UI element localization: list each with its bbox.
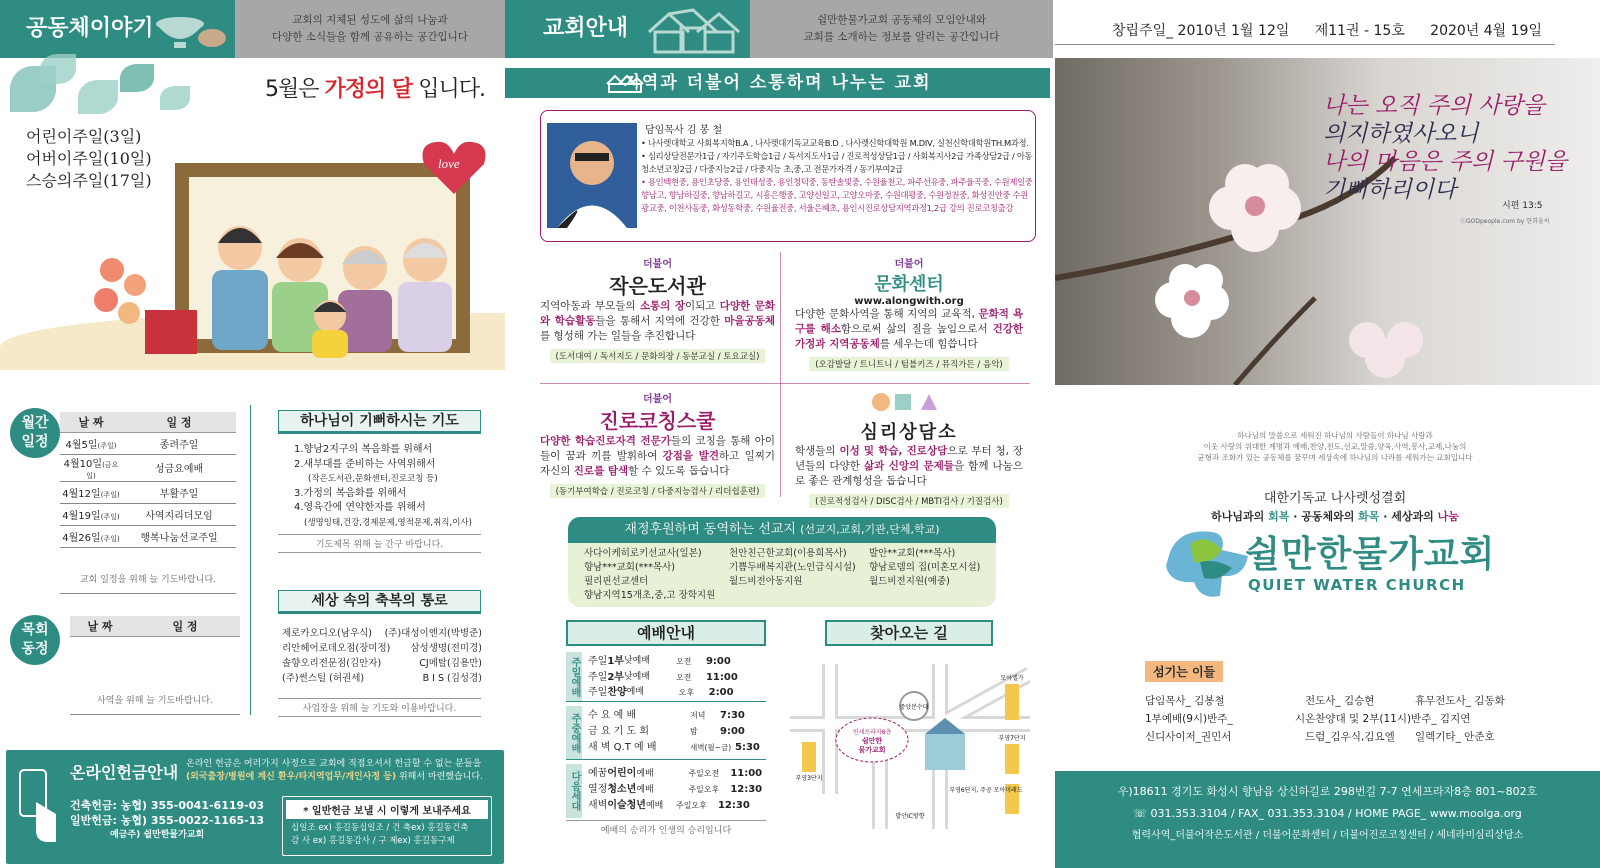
culture-brand: 더불어 [894, 259, 924, 270]
prayer-list [294, 443, 472, 530]
issue-date: 2020년 4월 19일 [1430, 23, 1542, 39]
coach-text: 다양한 학습진로자격 전문가들의 코칭을 통해 아이들이 꿈과 끼를 발휘하여 강점을 발견하고 일찌기 자신의 진로를 탐색할 수 있도록 돕습니다 [540, 435, 776, 477]
partner-ministries: 협력사역_더불어작은도서관 / 더불어문화센터 / 더불어진로코칭센터 / 세네라미심리상담소 [1131, 830, 1524, 841]
family-figures [180, 198, 470, 358]
pastor-bullets [641, 137, 1035, 215]
monthly-badge-line1: 월간 [21, 415, 49, 431]
bullet-schools: • 용인백현중, 용인초당중, 용인태성중, 용인청덕중, 동탄솔빛중, 수원율천고, 파주선유중, 파주율곡중, 수원제일중 향남고, 향남하길중, 향남하길고, 시흥은행중, 고양신일고, 고양오마중, 수원대평중, 수원정천중, 화성진안중 수원광교중, 이천사동중, 화성동학중, 수원율전중, 서울은혜초, 용인시진로상담지역과정1,2급 강의 진로코칭출강 [641, 177, 1033, 213]
prayer-item: 4.영육간에 연약한자를 위해서 [294, 502, 426, 513]
list-item: 필리핀선교센터 월드비전아동지원 월드비전지원(예중) [584, 576, 950, 587]
week-parents: 어버이주일(10일) [26, 149, 152, 168]
table-row: 4월10일(금요일) 성금요예배 [60, 454, 236, 481]
bowl-icon [150, 8, 230, 52]
map-church-line2: 쉴만한 [861, 737, 883, 745]
table-row: 4월12일(주일) 부활주일 [60, 481, 236, 503]
week-teachers: 스승의주일(17일) [26, 171, 152, 190]
issue-info [1112, 20, 1542, 40]
list-item: 제로카오디오(남우식) (주)대성이엔지(박병준) [282, 628, 482, 639]
panel1-desc-line1: 교회의 지체된 성도에 삶의 나눔과 [292, 14, 448, 26]
map-apt-c: 부영3단지 [795, 775, 823, 782]
panel2-title: 교회안내 [543, 16, 629, 41]
prayer-item: (생명잉태,건강,경제문제,영적문제,취직,이사) [304, 517, 472, 528]
pastor-profile [540, 110, 1036, 242]
church-houses-icon [643, 6, 743, 54]
worship-title: 예배안내 [566, 620, 766, 646]
family-illustration [0, 58, 505, 370]
monthly-table [60, 412, 236, 594]
staff-title: 섬기는 이들 [1145, 661, 1223, 682]
gift-box [145, 310, 197, 354]
panel1-title: 공동체이야기 [26, 16, 154, 41]
vision-line: 균형과 조화가 있는 공동체를 꿈꾸며 세상속에 하나님의 나라를 세워가는 교회입니다 [1197, 453, 1473, 462]
mission-box [568, 517, 996, 607]
offering-title: 온라인헌금안내 [70, 763, 179, 782]
blossom-photo [1055, 58, 1600, 385]
pastor-badge [10, 615, 60, 665]
worship-row: 열정 청소년 예배 주일오후 12:30 [588, 784, 763, 795]
contact-footer [1055, 771, 1600, 868]
phone-touch-icon [18, 768, 62, 848]
list-item: 사다이케히로키선교사(일본) 천안친근한교회(이용희목사) 발안**교회(***목사) [584, 548, 956, 559]
vision-line: 하나님의 말씀으로 세워진 하나님의 사람들이 하나님 사랑과 [1237, 431, 1433, 440]
worship-schedule [566, 652, 766, 836]
panel2-desc-line1: 쉴만한물가교회 공동체의 모임안내와 [817, 14, 986, 26]
prayer-item: (작은도서관,문화센터,진로코칭 등) [308, 474, 438, 484]
image-credit: ⓒGODpeople.com by 한희울씨 [1460, 218, 1550, 225]
coaching-section [540, 390, 775, 498]
church-logo-icon [1160, 522, 1250, 602]
prayer-item: 2.새부대를 준비하는 사역위해서 [294, 458, 436, 470]
denomination: 대한기독교 나사렛성결회 [1263, 491, 1407, 506]
counsel-title: 심리상담소 [860, 422, 958, 443]
account-general: 일반헌금: 농협) 355-0022-1165-13 [70, 814, 265, 827]
church-name-en: QUIET WATER CHURCH [1248, 576, 1466, 594]
pastor-photo [547, 123, 637, 228]
worship-group [566, 652, 766, 702]
map-church-line3: 물가교회 [858, 746, 886, 754]
worship-group-label: 주일예배 [566, 652, 582, 701]
heart-icon [418, 136, 490, 198]
offering-desc: 온라인 헌금은 여러가지 사정으로 교회에 직접오셔서 헌금할 수 없는 분들을 (외국출장/병원에 계신 환우/타지역업무/개인사정 등) 위해서 마련했습니다. [186, 759, 483, 782]
worship-note: 예배의 승리가 인생의 승리입니다 [566, 820, 766, 836]
coach-title: 진로코칭스쿨 [599, 409, 716, 433]
vision-line: 이웃 사랑의 위대한 계명과 예배,찬양,전도,선교,말씀,양육,사역,봉사,교제,나눔의 [1203, 442, 1467, 451]
mission-list [584, 547, 994, 603]
pastor-badge-line1: 목회 [21, 622, 49, 638]
library-brand: 더불어 [643, 259, 672, 270]
blessing-note: 사업장을 위해 늘 기도와 이용바랍니다. [278, 698, 481, 717]
monthly-note: 교회 일정을 위해 늘 기도바랍니다. [60, 547, 236, 593]
map-apt-d: 부영6단지, 주공 모아미래도 [949, 787, 1023, 794]
counsel-section [795, 390, 1023, 508]
verse-line: 나는 오직 주의 사랑을 [1323, 93, 1545, 119]
library-section [540, 255, 775, 363]
map-ic: 발안IC방향 [895, 813, 925, 820]
culture-section [795, 255, 1023, 371]
panel2-desc-line2: 교회를 소개하는 정보를 알리는 공간입니다 [803, 31, 1000, 43]
list-item: 솔향오리전문점(김안자) CJ메탈(김용만) [282, 658, 482, 669]
love-text: love [438, 156, 460, 171]
list-item: 신디사이저_권민서 드럼_김우식,김요엘 일렉기타_ 안준호 [1145, 731, 1495, 743]
church-vision [1120, 430, 1550, 463]
monthly-badge-line2: 일정 [21, 434, 49, 450]
worship-group-label: 주중예배 [566, 706, 582, 759]
col-date: 날 짜 [60, 412, 122, 432]
worship-row: 수 요 예 배 저녁 7:30 [588, 710, 745, 721]
volume-number: 제11권 - 15호 [1314, 23, 1405, 39]
map-apt-b: 부영7단지 [998, 735, 1026, 742]
offering-accounts [70, 798, 264, 843]
counsel-tags: (진로적성검사 / DISC검사 / MBTI검사 / 기질검사) [809, 494, 1009, 508]
panel1-desc-line2: 다양한 소식들을 함께 공유하는 공간입니다 [272, 31, 468, 43]
pastor-name: 담임목사 김 봉 철 [645, 125, 723, 136]
worship-row: 새 벽 Q.T 예 배 새벽(월~금) 5:30 [588, 742, 760, 753]
culture-title: 문화센터 [874, 274, 944, 295]
counsel-text: 학생들의 이성 및 학습, 진로상담으로 부터 청, 장년들의 다양한 삶과 신앙의 문제들을 함께 나눔으로 좋은 관계형성을 돕습니다 [795, 445, 1023, 487]
send-guide-title: * 일반헌금 보낼 시 이렇게 보내주세요 [286, 800, 488, 819]
coach-brand: 더불어 [643, 394, 672, 405]
prayer-item: 1.향남2지구의 복음화를 위해서 [294, 444, 433, 455]
worship-row: 예꿈 어린이 예배 주일오전 11:00 [588, 768, 763, 779]
bullet-license: • 심리상담전문가1급 / 자기주도학습1급 / 독서지도사1급 / 진로적성상담1급 / 사회복지사2급 가족상담2급 / 아동청소년코칭2급 / 다중지능2급 / 다중지능 초,중,고 전문가자격 / 동기부여2급 [641, 151, 1033, 174]
table-row: 4월5일(주일) 종려주일 [60, 432, 236, 454]
blessing-title: 세상 속의 축복의 통로 [278, 590, 481, 614]
list-item: 향남***교회(***목사) 기쁨두배복지관(노인급식시설) 향남로뎀의 집(미혼모시설) [584, 562, 981, 573]
month-highlight: 가정의 달 [324, 77, 413, 102]
mission-sub: (선교지,교회,기관,단체,학교) [800, 523, 940, 536]
mission-title-bar [568, 517, 996, 543]
table-row: 4월26일(주일) 행복나눔선교주일 [60, 525, 236, 547]
culture-url: www.alongwith.org [854, 296, 964, 307]
church-motto: 하나님과의 회복 · 공동체와의 화목 · 세상과의 나눔 [1211, 510, 1459, 523]
month-heading [265, 72, 485, 103]
worship-row: 주일 찬양 예배 오후 2:00 [588, 687, 734, 698]
culture-tags: (오감발달 / 트니트니 / 텀블키즈 / 뮤직가든 / 음악) [809, 357, 1009, 371]
mission-title: 재정후원하며 동역하는 선교지 [624, 522, 796, 537]
church-name: 쉴만한물가교회 [1245, 534, 1496, 575]
table-row: 4월19일(주일) 사역지리더모임 [60, 503, 236, 525]
culture-text: 다양한 문화사역을 통해 지역의 교육적, 문화적 욕구를 해소함으로써 삶의 질을 높임으로서 건강한 가정과 지역공동체를 세우는데 힘씁니다 [795, 308, 1023, 350]
verse-line: 기뻐하리이다 [1323, 177, 1457, 203]
founding-date: 창립주일_ 2010년 1월 12일 [1112, 23, 1290, 39]
col-event: 일 정 [130, 616, 240, 636]
monthly-badge [10, 408, 60, 458]
col-date: 날 짜 [70, 616, 130, 636]
worship-row: 금 요 기 도 회 밤 9:00 [588, 726, 745, 737]
worship-group-label: 다음세대 [566, 764, 582, 818]
send-guide-row: 감 사 ex) 홍길동감사 / 구 제ex) 홍길동구제 [291, 836, 455, 846]
list-item: 리안헤어로데오점(장미정) 삼성생명(전미경) [282, 643, 482, 654]
worship-row: 새벽 이슬청년 예배 주일오후 12:30 [588, 800, 750, 811]
worship-row: 주일 1부 낮예배 오전 9:00 [588, 656, 731, 667]
church-address: 우)18611 경기도 화성시 향남읍 상신하길로 298번길 7-7 연세프라자8층 801~802호 [1117, 785, 1538, 798]
library-text: 지역아동과 부모들의 소통의 장이되고 다양한 문화와 학습활동들을 통해서 지역에 건강한 마을공동체를 형성해 가는 일들을 추진합니다 [540, 300, 775, 342]
prayer-item: 3.가정의 복음화를 위해서 [294, 487, 407, 499]
panel1-header [0, 0, 235, 58]
houses-small-icon [605, 72, 645, 94]
bullet-education: • 나사렛대학교 사회복지학B.A , 나사렛대기독교교육B.D , 나사렛신학대학원 M.DIV, 실천신학대학원TH.M과정. [641, 138, 1029, 148]
church-contact: ☏ 031.353.3104 / FAX_ 031.353.3104 / HOME PAGE_ www.moolga.org [1133, 807, 1522, 820]
month-post: 입니다. [418, 77, 485, 102]
library-tags: (도서대여 / 독서지도 / 문화의장 / 동분교실 / 토요교실) [550, 349, 766, 363]
map-center-label: 중앙분수대 [899, 704, 929, 711]
map-title: 찾아오는 길 [825, 620, 993, 646]
blessing-list [282, 626, 482, 686]
verse-line: 나의 마음은 주의 구원을 [1323, 149, 1568, 175]
coach-tags: (동기부여학습 / 진로코칭 / 다중지능검사 / 리더쉽훈련) [550, 484, 766, 498]
list-item: (주)썬스틸 (허권세) B I S (김성경) [282, 673, 482, 684]
month-pre: 5월은 [265, 77, 319, 102]
pastor-badge-line2: 동정 [21, 641, 49, 657]
col-event: 일 정 [122, 412, 236, 432]
panel1-desc-box [235, 0, 505, 58]
counsel-logo-icon [869, 390, 949, 414]
map-church-line1: 연세프라자8층 [852, 729, 892, 736]
special-weeks [26, 126, 152, 192]
worship-group [566, 764, 766, 818]
pastor-note: 사역을 위해 늘 기도바랍니다. [70, 636, 240, 714]
pastor-table [70, 616, 240, 715]
verse-reference: 시편 13:5 [1502, 201, 1543, 211]
panel2-banner [505, 68, 1050, 98]
prayer-title: 하나님이 기뻐하시는 기도 [278, 410, 481, 434]
send-guide [282, 796, 492, 856]
library-title: 작은도서관 [609, 274, 706, 298]
worship-row: 주일 2부 낮예배 오전 11:00 [588, 671, 738, 683]
list-item: 담임목사_ 김봉철 전도사_ 김승현 휴무전도사_ 김동화 [1145, 695, 1505, 707]
worship-group [566, 706, 766, 760]
offering-box [6, 750, 504, 864]
banner-text: 지역과 더불어 소통하며 나누는 교회 [623, 73, 932, 93]
list-item: 향남지역15개초,중,고 장학지원 [584, 590, 716, 601]
list-item: 1부예배(9시)반주_ 시온찬양대 및 2부(11시)반주_ 김지연 [1145, 713, 1471, 725]
week-children: 어린이주일(3일) [26, 127, 142, 146]
account-holder: 예금주) 쉴만한물가교회 [110, 830, 205, 840]
send-guide-row: 십일조 ex) 홍길동십일조 / 건 축ex) 홍길동건축 [291, 823, 469, 833]
verse-line: 의지하였사오니 [1323, 121, 1479, 147]
bible-verse [1323, 92, 1583, 204]
map-apt-a: 모아엘가 [1000, 675, 1024, 682]
prayer-note: 기도제목 위해 늘 간구 바랍니다. [278, 534, 481, 553]
staff-list [1145, 692, 1555, 746]
panel2-desc-box [750, 0, 1053, 58]
panel2-header [505, 0, 750, 58]
account-building: 건축헌금: 농협) 355-0041-6119-03 [70, 799, 265, 812]
directions-map [790, 654, 1030, 829]
